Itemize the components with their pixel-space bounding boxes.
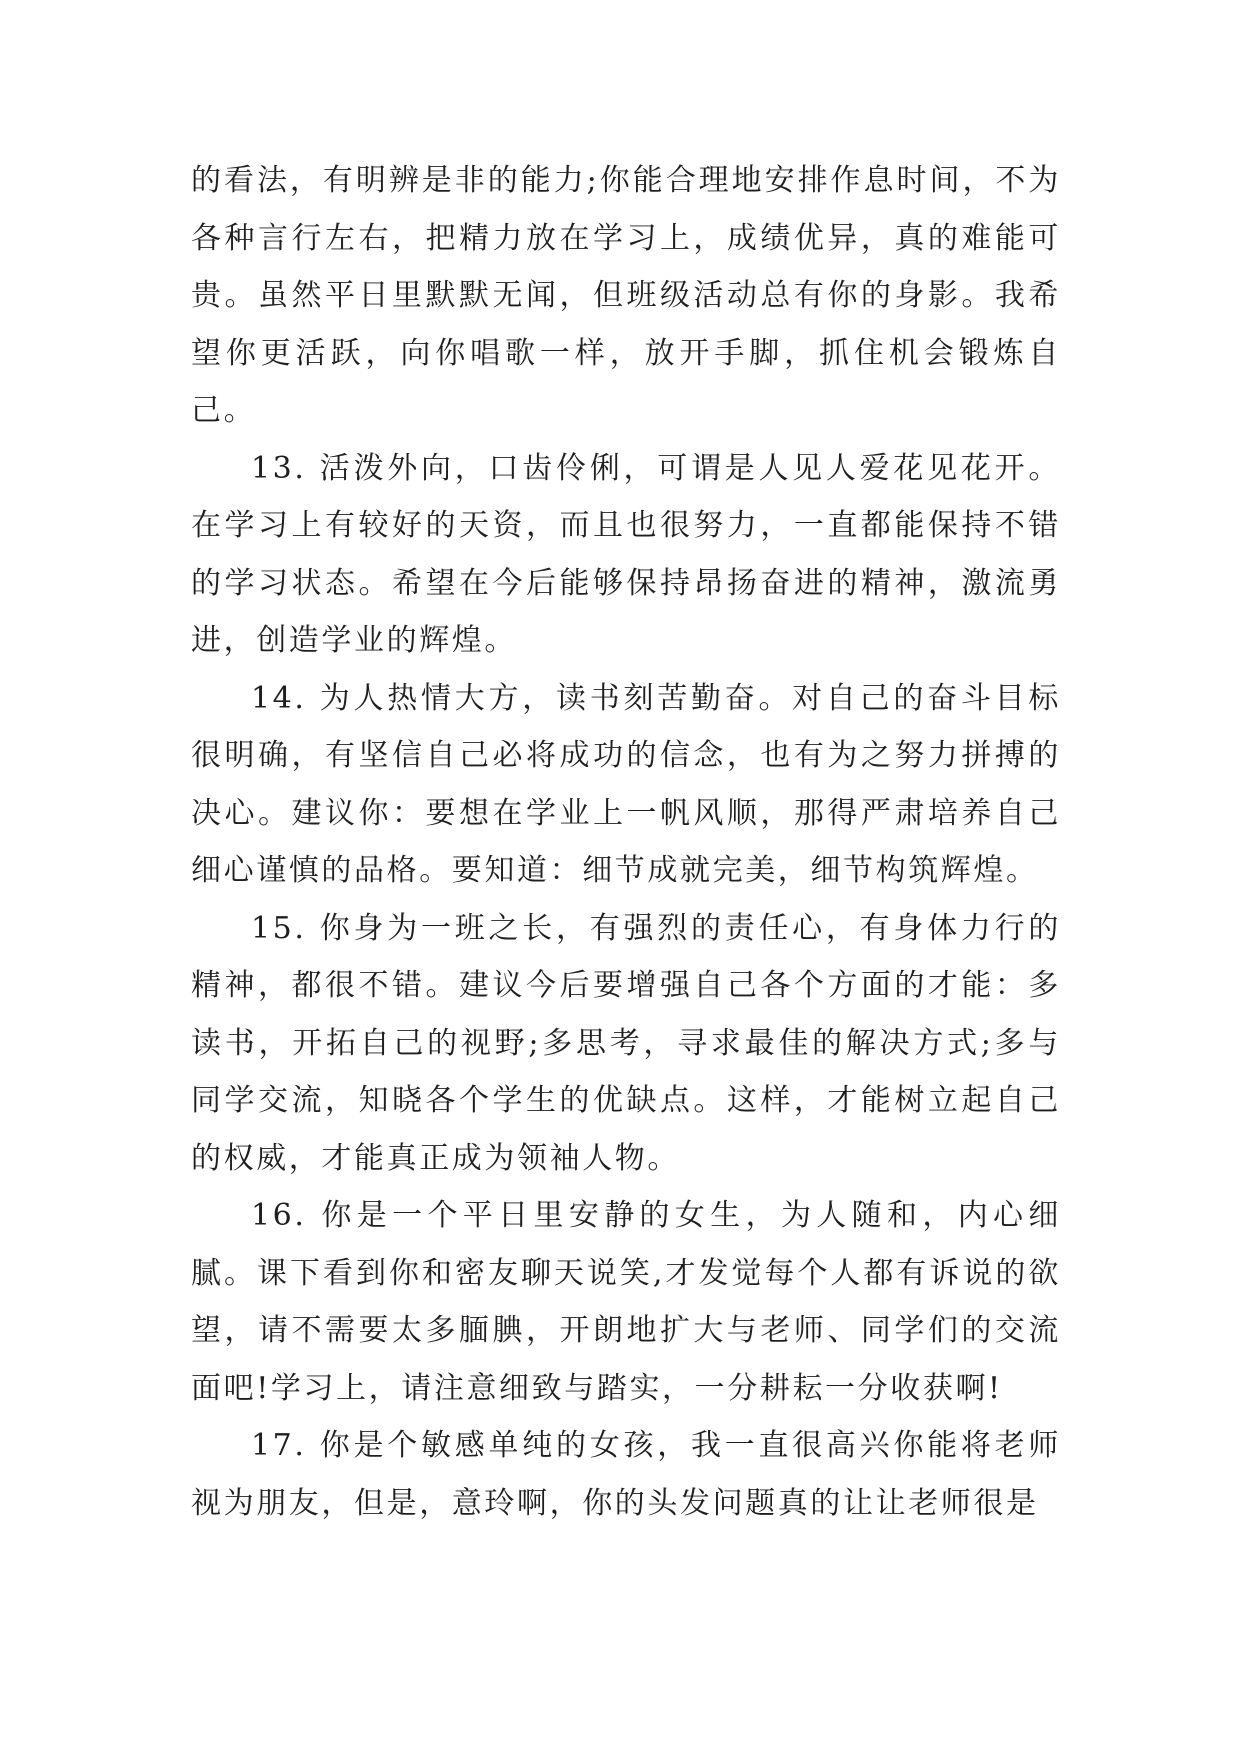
paragraph-16: 16. 你是一个平日里安静的女生，为人随和，内心细腻。课下看到你和密友聊天说笑,才发觉每个人都有诉说的欲望，请不需要太多腼腆，开朗地扩大与老师、同学们的交流面吧!学习上，请注意细致与踏实，一分耕耘一分收获啊! [191, 1198, 1061, 1406]
document-body [191, 152, 1061, 1532]
paragraph-15: 15. 你身为一班之长，有强烈的责任心，有身体力行的精神，都很不错。建议今后要增强自己各个方面的才能：多读书，开拓自己的视野;多思考，寻求最佳的解决方式;多与同学交流，知晓各个学生的优缺点。这样，才能树立起自己的权威，才能真正成为领袖人物。 [191, 910, 1061, 1176]
paragraph-13: 13. 活泼外向，口齿伶俐，可谓是人见人爱花见花开。在学习上有较好的天资，而且也很努力，一直都能保持不错的学习状态。希望在今后能够保持昂扬奋进的精神，激流勇进，创造学业的辉煌。 [191, 450, 1061, 658]
paragraph-17: 17. 你是个敏感单纯的女孩，我一直很高兴你能将老师视为朋友，但是，意玲啊，你的头发问题真的让让老师很是 [191, 1428, 1061, 1521]
paragraph-continued: 的看法，有明辨是非的能力;你能合理地安排作息时间，不为各种言行左右，把精力放在学习上，成绩优异，真的难能可贵。虽然平日里默默无闻，但班级活动总有你的身影。我希望你更活跃，向你唱歌一样，放开手脚，抓住机会锻炼自己。 [191, 163, 1061, 428]
paragraph-14: 14. 为人热情大方，读书刻苦勤奋。对自己的奋斗目标很明确，有坚信自己必将成功的信念，也有为之努力拼搏的决心。建议你：要想在学业上一帆风顺，那得严肃培养自己细心谨慎的品格。要知道：细节成就完美，细节构筑辉煌。 [191, 680, 1061, 888]
